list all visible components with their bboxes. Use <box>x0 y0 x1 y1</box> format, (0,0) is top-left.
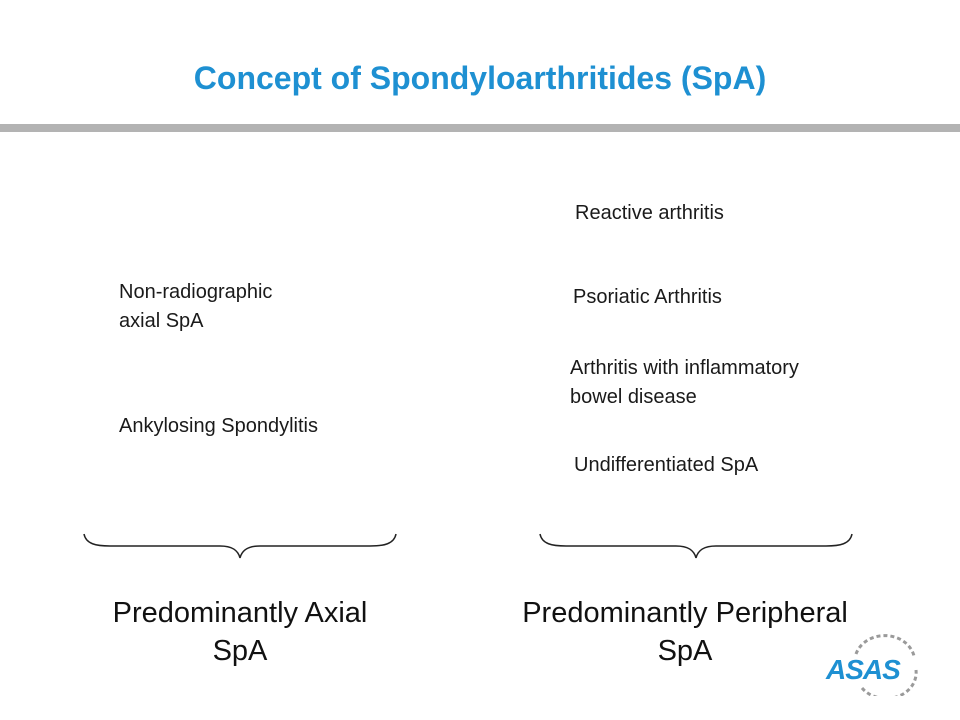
axial-item-nr-axspa: Non-radiographic axial SpA <box>119 281 273 332</box>
peripheral-item-reactive: Reactive arthritis <box>575 202 724 224</box>
peripheral-item-ibd: Arthritis with inflammatory bowel disease <box>570 357 799 408</box>
asas-logo-text: ASAS <box>826 654 900 685</box>
axial-item-as: Ankylosing Spondylitis <box>119 415 318 437</box>
title-divider <box>0 124 960 132</box>
peripheral-brace <box>536 528 856 562</box>
axial-group-label: Predominantly Axial SpA <box>112 597 368 667</box>
axial-brace <box>80 528 400 562</box>
peripheral-item-psoriatic: Psoriatic Arthritis <box>573 286 722 308</box>
peripheral-group-label: Predominantly Peripheral SpA <box>522 597 848 667</box>
slide-title: Concept of Spondyloarthritides (SpA) <box>193 60 767 96</box>
asas-logo <box>826 626 920 696</box>
peripheral-item-undiff: Undifferentiated SpA <box>574 454 759 476</box>
